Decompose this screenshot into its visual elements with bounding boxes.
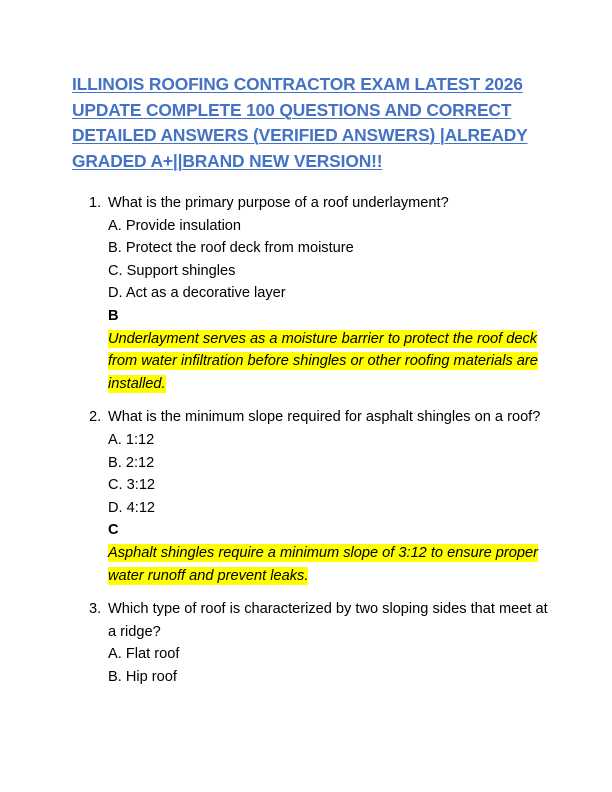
answer-option: A. Provide insulation (108, 217, 242, 234)
highlighted-explanation-text: Underlayment serves as a moisture barrier to protect the roof deck from water infiltration before shingles or other roofing materials are installed. (108, 330, 538, 392)
question-number: 2. (89, 409, 102, 426)
answer-option: D. Act as a decorative layer (108, 285, 286, 302)
answer-option: C. 3:12 (108, 477, 156, 494)
answer-explanation (108, 328, 548, 396)
answer-option: B. 2:12 (108, 454, 155, 471)
question-item (0, 192, 548, 395)
question-number: 3. (89, 601, 102, 618)
answer-explanation (108, 542, 548, 587)
answer-option: B. Hip roof (108, 668, 177, 685)
answer-options (108, 429, 548, 519)
answer-option: B. Protect the roof deck from moisture (108, 240, 354, 257)
question-number: 1. (89, 195, 102, 211)
answer-option: C. Support shingles (108, 262, 236, 279)
question-text: What is the primary purpose of a roof underlayment? (108, 195, 449, 211)
question-text: Which type of roof is characterized by two sloping sides that meet at a ridge? (108, 601, 548, 640)
question-item (0, 406, 548, 587)
correct-answer: C (108, 522, 119, 539)
correct-answer: B (108, 307, 119, 324)
question-text: What is the minimum slope required for asphalt shingles on a roof? (108, 409, 541, 426)
answer-option: D. 4:12 (108, 499, 156, 516)
document-title: ILLINOIS ROOFING CONTRACTOR EXAM LATEST 2026 UPDATE COMPLETE 100 QUESTIONS AND CORRECT DETAILED ANSWERS (VERIFIED ANSWERS) |ALREADY GRADED A+||BRAND NEW VERSION!! (72, 74, 528, 171)
question-item (0, 598, 548, 688)
answer-options (108, 643, 548, 688)
answer-options (108, 215, 548, 305)
question-list (0, 192, 612, 699)
answer-option: A. Flat roof (108, 646, 180, 663)
highlighted-explanation-text: Asphalt shingles require a minimum slope of 3:12 to ensure proper water runoff and prevent leaks. (108, 544, 538, 584)
answer-option: A. 1:12 (108, 431, 155, 448)
